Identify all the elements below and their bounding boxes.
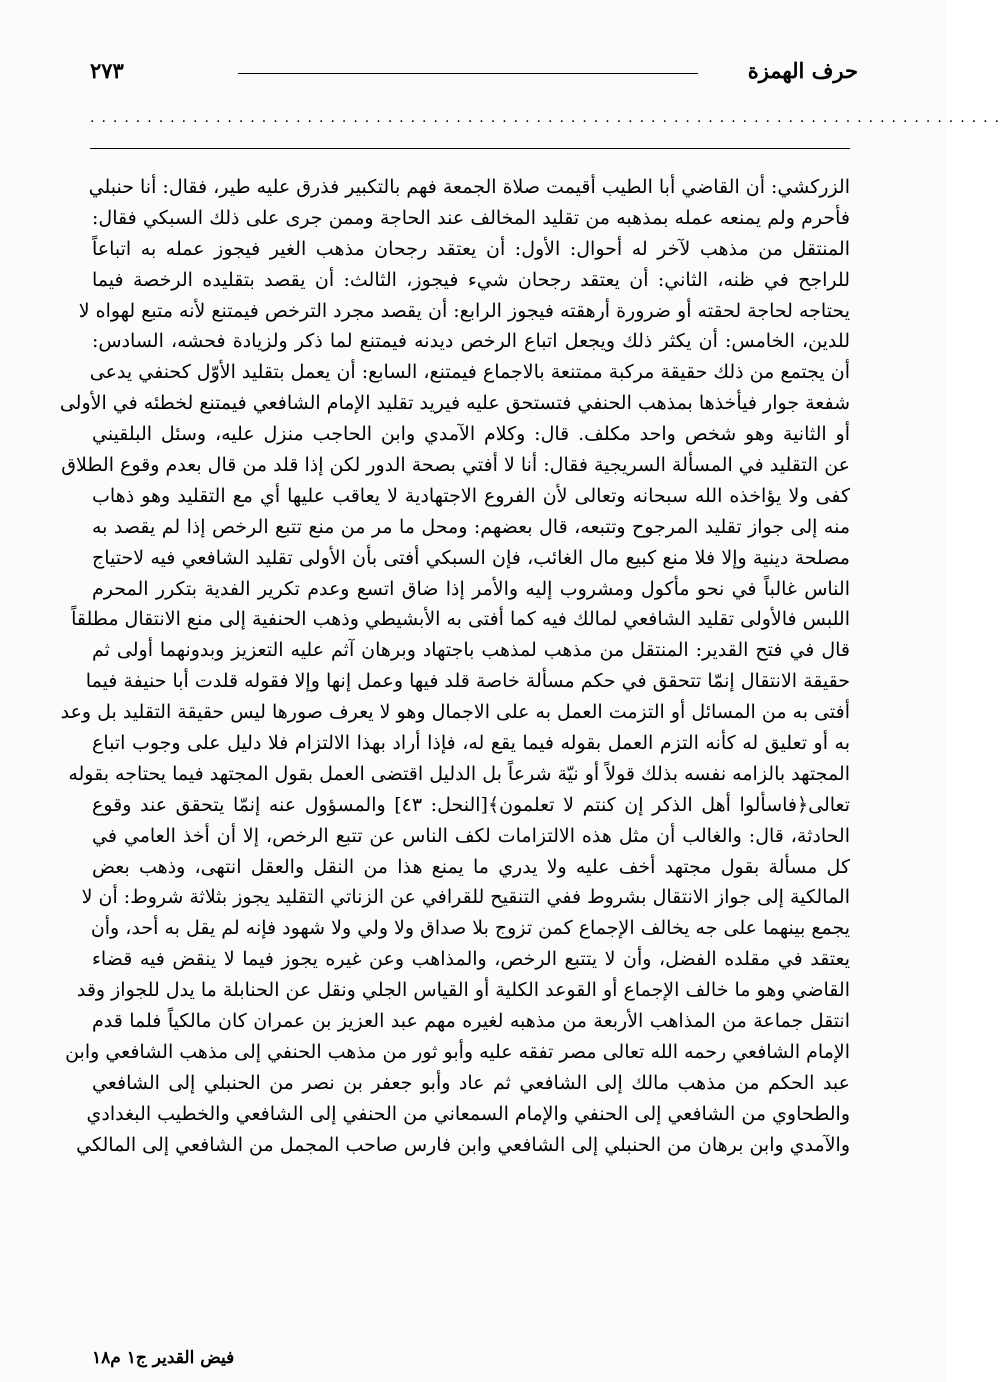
text-line: القاضي وهو ما خالف الإجماع أو القوعد الكلية أو القياس الجلي ونقل عن الحنابلة ما يدل للجواز وقد	[76, 979, 850, 1002]
dotted-separator: ................................................................................	[90, 110, 1006, 126]
text-line: يحتاجه لحاجة لحقته أو ضرورة أرهقته فيجوز الرابع: أن يقصد مجرد الترخص فيمتنع لأنه متبع لهواه لا	[78, 299, 850, 322]
text-line: به أو تعليق له كأنه التزم العمل بقوله فيما يقع له، فإذا أراد بهذا الالتزام فلا دليل على وجوب اتباع	[92, 732, 850, 755]
text-line: عن التقليد في المسألة السريجية فقال: أنا لا أفتي بصحة الدور لكن إذا قلد من قال بعدم وقوع الطلاق	[61, 454, 850, 477]
text-line: المالكية إلى جواز الانتقال بشروط ففي التنقيح للقرافي عن الزناتي التقليد يجوز بثلاثة شروط: أن لا	[81, 886, 850, 909]
text-line: فأحرم ولم يمنعه عمله بمذهبه من تقليد المخالف عند الحاجة وممن جرى على ذلك السبكي فقال:	[92, 206, 850, 229]
text-line: أفتى به من المسائل أو التزمت العمل به على الاجمال وهو لا يعرف صورها ليس حقيقة التقليد بل وعد	[60, 701, 850, 724]
text-line: أن يجتمع من ذلك حقيقة مركبة ممتنعة بالاجماع فيمتنع، السابع: أن يعمل بتقليد الأوّل كحنفي يدعى	[89, 361, 850, 384]
text-line: حقيقة الانتقال إنمّا تتحقق في حكم مسألة خاصة قلد فيها وعمل إنها وإلا فقوله قلدت أبا حنيفة فيما	[85, 670, 850, 693]
text-line: المنتقل من مذهب لآخر له أحوال: الأول: أن يعتقد رجحان مذهب الغير فيجوز عمله به اتباعاً	[92, 237, 850, 260]
text-line: اللبس فالأولى تقليد الشافعي لمالك فيه كما أفتى به الأبشيطي وذهب الحنفية إلى منع الانتقال مطلقاً	[71, 608, 850, 631]
text-line: كفى ولا يؤاخذه الله سبحانه وتعالى لأن الفروع الاجتهادية لا يعاقب عليها أي مع التقليد وهو ذهاب	[92, 484, 850, 507]
running-title: حرف الهمزة	[747, 58, 858, 83]
text-line: عبد الحكم من مذهب مالك إلى الشافعي ثم عاد وأبو جعفر بن نصر من الحنبلي إلى الشافعي	[92, 1071, 850, 1094]
text-line: انتقل جماعة من المذاهب الأربعة من مذهبه لغيره مهم عبد العزيز بن عمران كان مالكياً فلما قدم	[92, 1010, 850, 1033]
text-line: منه إلى جواز تقليد المرجوح وتتبعه، قال بعضهم: ومحل ما مر من منع تتبع الرخص إذا لم يقصد به	[92, 515, 850, 538]
text-line: والآمدي وابن برهان من الحنبلي إلى الشافعي وابن فارس صاحب المجمل من الشافعي إلى المالكي	[76, 1133, 850, 1156]
text-line: قال في فتح القدير: المنتقل من مذهب لمذهب باجتهاد وبرهان آثم عليه التعزيز وبدونهما أولى ثم	[92, 639, 850, 662]
text-line: الزركشي: أن القاضي أبا الطيب أقيمت صلاة الجمعة فهم بالتكبير فذرق عليه طير، فقال: أنا حنبلي	[88, 176, 850, 198]
page-header	[90, 58, 858, 92]
page-number: ٢٧٣	[90, 58, 124, 83]
header-divider	[90, 148, 850, 149]
footer-signature: فيض القدير ج١ م١٨	[92, 1348, 235, 1368]
text-line: للراجح في ظنه، الثاني: أن يعتقد رجحان شيء فيجوز، الثالث: أن يقصد بتقليده الرخصة فيما	[92, 268, 850, 291]
text-line: يعتقد في مقلده الفضل، وأن لا يتتبع الرخص، والمذاهب وعن غيره يجوز فيما لا ينقض فيه قضاء	[92, 948, 850, 971]
text-line: والطحاوي من الشافعي إلى الحنفي والإمام السمعاني من الحنفي إلى الشافعي والخطيب البغدادي	[86, 1102, 850, 1125]
text-line: تعالى﴿فاسألوا أهل الذكر إن كنتم لا تعلمون﴾[النحل: ٤٣] والمسؤول عنه إنمّا يتحقق عند وقوع	[92, 793, 851, 816]
text-line: أو الثانية وهو شخص واحد مكلف. قال: وكلام الآمدي وابن الحاجب منزل عليه، وسئل البلقيني	[92, 423, 850, 446]
text-line: كل مسألة بقول مجتهد أخف عليه ولا يدري ما يمنع هذا من النقل والعقل انتهى، وذهب بعض	[92, 855, 850, 878]
text-line: الإمام الشافعي رحمه الله تعالى مصر تفقه عليه وأبو ثور من مذهب الحنفي إلى مذهب الشافعي وابن	[65, 1040, 850, 1063]
text-line: الحادثة، قال: والغالب أن مثل هذه الالتزامات لكف الناس عن تتبع الرخص، إلا أن أخذ العامي في	[92, 824, 850, 847]
text-line: شفعة جوار فيأخذها بمذهب الحنفي فتستحق عليه فيريد تقليد الإمام الشافعي فيمتنع لخطئه في الأولى	[59, 392, 850, 415]
text-line: للدين، الخامس: أن يكثر ذلك ويجعل اتباع الرخص ديدنه فيمتنع لما ذكر ولزيادة فحشه، السادس:	[92, 330, 850, 353]
text-line: يجمع بينهما على جه يخالف الإجماع كمن تزوج بلا صداق ولا ولي ولا شهود فإنه لم يقل به أحد، وأن	[90, 917, 850, 940]
text-line: المجتهد بالزامه نفسه بذلك قولاً أو نيّة شرعاً بل الدليل اقتضى العمل بقول المجتهد فيما يحتاجه بقوله	[68, 762, 850, 785]
text-line: الناس غالباً في نحو مأكول ومشروب إليه والأمر إذا ضاق اتسع وعدم تكرير الفدية بتكرر المحرم	[92, 577, 850, 600]
text-line: مصلحة دينية وإلا فلا منع كبيع مال الغائب، فإن السبكي أفتى بأن الأولى تقليد الشافعي فيه لاحتياج	[92, 546, 850, 569]
body-text	[59, 172, 851, 1161]
header-rule	[238, 73, 698, 74]
